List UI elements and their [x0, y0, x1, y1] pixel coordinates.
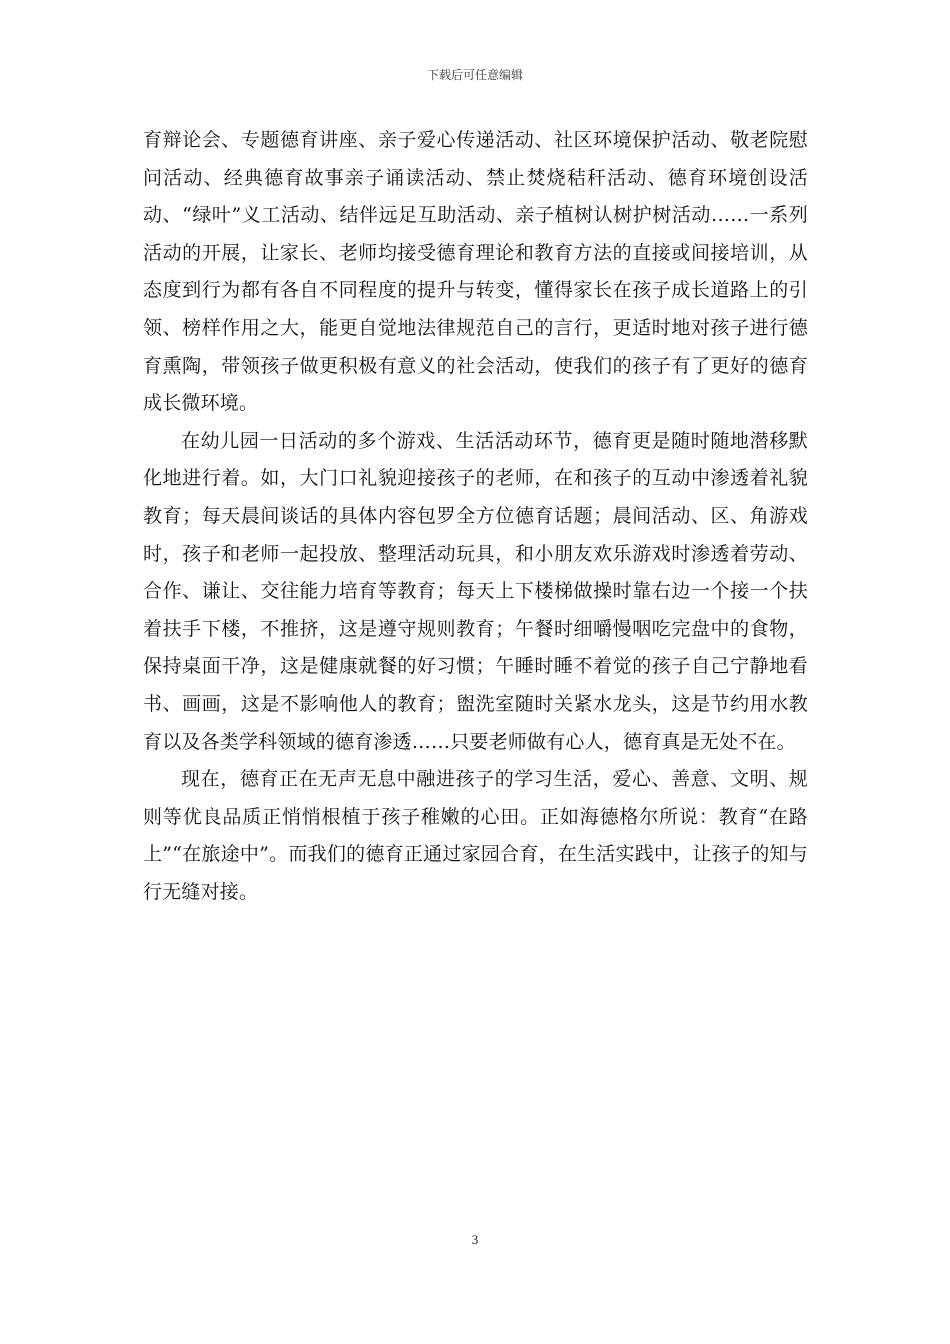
page-number: 3 [471, 1232, 479, 1247]
document-body [143, 122, 808, 911]
paragraph-daily-activities: 在幼儿园一日活动的多个游戏、生活活动环节，德育更是随时随地潜移默化地进行着。如，大门口礼貌迎接孩子的老师，在和孩子的互动中渗透着礼貌教育；每天晨间谈话的具体内容包罗全方位德育话题；晨间活动、区、角游戏时，孩子和老师一起投放、整理活动玩具，和小朋友欢乐游戏时渗透着劳动、合作、谦让、交往能力培育等教育；每天上下楼梯做操时靠右边一个接一个扶着扶手下楼，不推挤，这是遵守规则教育；午餐时细嚼慢咽吃完盘中的食物，保持桌面干净，这是健康就餐的好习惯；午睡时睡不着觉的孩子自己宁静地看书、画画，这是不影响他人的教育；盥洗室随时关紧水龙头，这是节约用水教育以及各类学科领域的德育渗透……只要老师做有心人，德育真是无处不在。 [143, 429, 808, 753]
page-header: 下载后可任意编辑 [426, 68, 523, 82]
paragraph-conclusion: 现在，德育正在无声无息中融进孩子的学习生活，爱心、善意、文明、规则等优良品质正悄悄根植于孩子稚嫩的心田。正如海德格尔所说：教育“在路上”“在旅途中”。而我们的德育正通过家园合育，在生活实践中，让孩子的知与行无缝对接。 [143, 768, 808, 903]
paragraph-continued: 育辩论会、专题德育讲座、亲子爱心传递活动、社区环境保护活动、敬老院慰问活动、经典德育故事亲子诵读活动、禁止焚烧秸秆活动、德育环境创设活动、“绿叶”义工活动、结伴远足互助活动、亲子植树认树护树活动……一系列活动的开展，让家长、老师均接受德育理论和教育方法的直接或间接培训，从态度到行为都有各自不同程度的提升与转变，懂得家长在孩子成长道路上的引领、榜样作用之大，能更自觉地法律规范自己的言行，更适时地对孩子进行德育熏陶，带领孩子做更积极有意义的社会活动，使我们的孩子有了更好的德育成长微环境。 [143, 129, 808, 415]
